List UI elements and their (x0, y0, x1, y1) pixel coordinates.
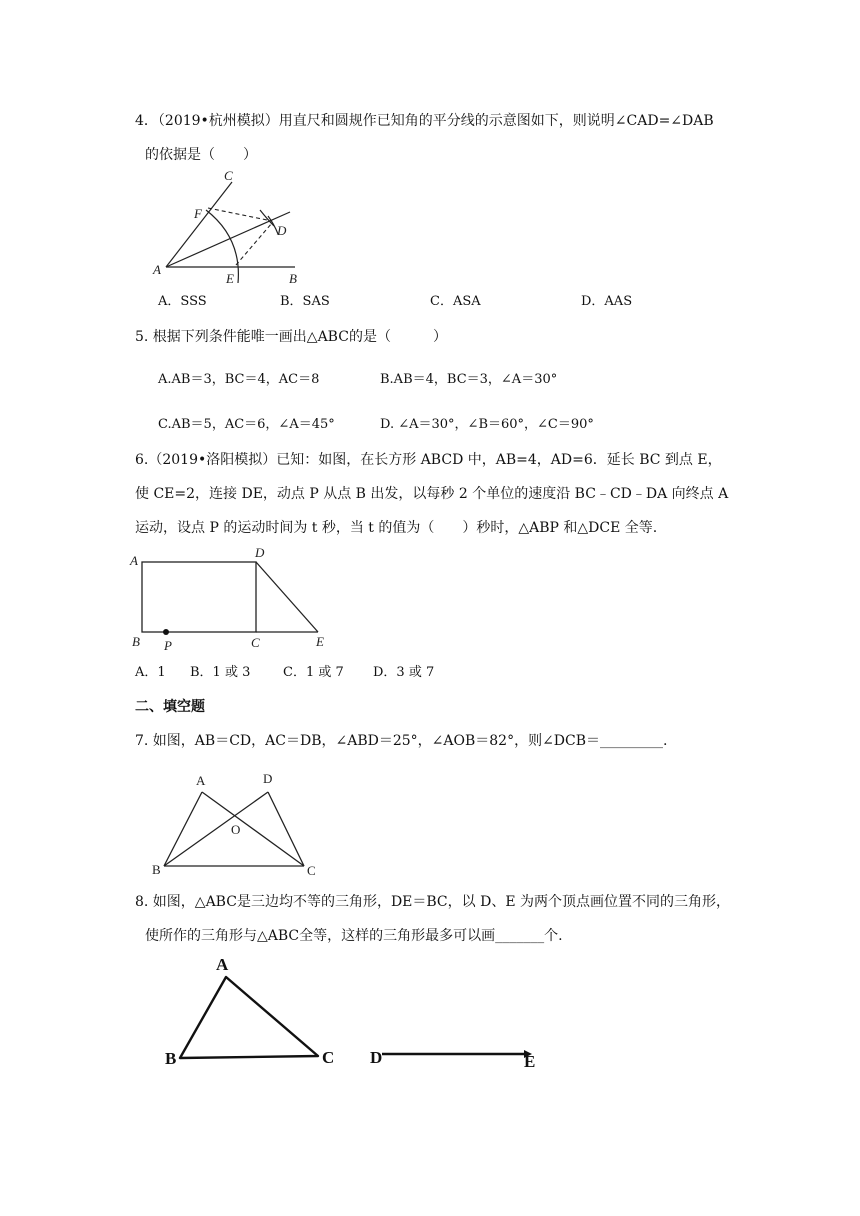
q5-option-c: C.AB＝5，AC＝6，∠A＝45° (158, 417, 335, 432)
q4-angle-bisector-figure (150, 168, 310, 288)
seg-de (256, 562, 318, 632)
label-p: P (164, 638, 172, 653)
label-a: A (153, 262, 161, 277)
label-c: C (251, 635, 260, 650)
q6-stem-line2: 使 CE=2，连接 DE，动点 P 从点 B 出发，以每秒 2 个单位的速度沿 BC﹣CD﹣DA 向终点 A (135, 486, 729, 502)
q8-stem-line2: 使所作的三角形与△ABC全等，这样的三角形最多可以画_______个. (145, 928, 563, 944)
q5-option-d: D. ∠A＝30°，∠B＝60°，∠C＝90° (380, 417, 594, 432)
label-d: D (255, 545, 265, 560)
ray-ac (166, 182, 232, 267)
q6-option-d: D．3 或 7 (373, 665, 435, 680)
label-d: D (263, 771, 273, 786)
dash-fd (208, 208, 272, 221)
q8-stem-line1: 8. 如图，△ABC是三边均不等的三角形，DE＝BC，以 D、E 为两个顶点画位置不同的三角形， (135, 894, 730, 910)
label-c: C (322, 1048, 335, 1067)
q4-option-c: C．ASA (430, 294, 481, 309)
label-b: B (132, 634, 140, 649)
label-b: B (289, 271, 297, 286)
q6-option-c: C．1 或 7 (283, 665, 344, 680)
q6-option-b: B．1 或 3 (190, 665, 251, 680)
label-o: O (231, 822, 241, 837)
point-p (163, 629, 169, 635)
seg-dc (268, 792, 304, 866)
q5-option-a: A.AB＝3，BC＝4，AC＝8 (158, 372, 320, 387)
label-d: D (277, 223, 287, 238)
q6-stem-line3: 运动，设点 P 的运动时间为 t 秒，当 t 的值为（ ）秒时，△ABP 和△DCE 全等. (135, 520, 658, 536)
label-a: A (196, 773, 206, 788)
label-c: C (224, 168, 233, 183)
label-d: D (370, 1048, 383, 1067)
q4-option-b: B．SAS (280, 294, 330, 309)
q6-rectangle-figure (128, 544, 338, 654)
q7-stem: 7. 如图，AB＝CD，AC＝DB，∠ABD＝25°，∠AOB＝82°，则∠DCB＝_________. (135, 733, 668, 749)
q6-option-a: A．1 (135, 665, 166, 680)
q4-option-d: D．AAS (581, 294, 633, 309)
label-f: F (194, 206, 202, 221)
rect-abcd (142, 562, 256, 632)
arc-d-1 (260, 210, 274, 226)
triangle-abc (180, 977, 318, 1058)
q4-option-a: A．SSS (158, 294, 207, 309)
label-b: B (152, 862, 161, 877)
q7-triangles-figure (150, 768, 330, 878)
label-a: A (130, 553, 138, 568)
label-e: E (316, 634, 324, 649)
q5-stem: 5. 根据下列条件能唯一画出△ABC的是（ ） (135, 329, 447, 345)
q8-triangle-figure (160, 950, 550, 1080)
q4-stem-line2: 的依据是（ ） (145, 147, 257, 163)
dash-ed (236, 223, 272, 265)
label-a: A (216, 955, 229, 974)
q4-stem-line1: 4．（2019•杭州模拟）用直尺和圆规作已知角的平分线的示意图如下，则说明∠CAD=∠DAB (135, 113, 714, 129)
label-e: E (226, 271, 234, 286)
q6-stem-line1: 6.（2019•洛阳模拟）已知：如图，在长方形 ABCD 中，AB=4，AD=6．延长 BC 到点 E， (135, 452, 722, 468)
label-e: E (524, 1052, 536, 1071)
section-title-fill-in: 二、填空题 (135, 699, 205, 715)
label-c: C (307, 863, 316, 878)
seg-ab (164, 792, 202, 866)
label-b: B (165, 1049, 177, 1068)
q5-option-b: B.AB＝4，BC＝3，∠A＝30° (380, 372, 558, 387)
